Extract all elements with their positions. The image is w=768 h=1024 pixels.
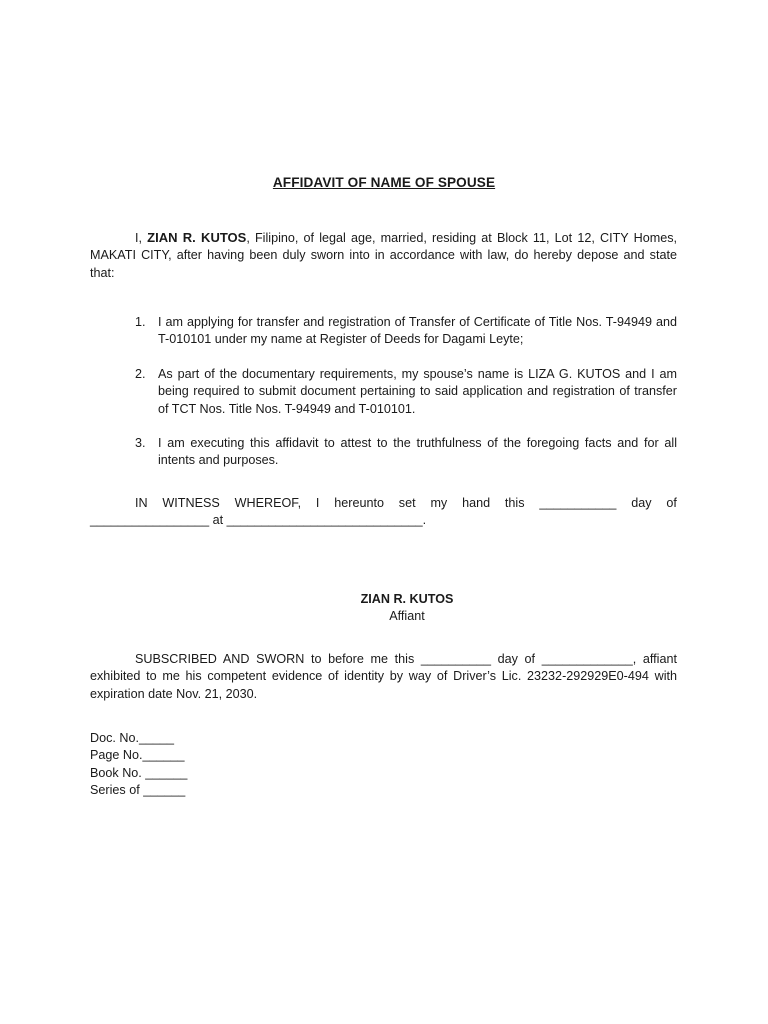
- list-item-number: 2.: [135, 367, 146, 381]
- affiant-name: ZIAN R. KUTOS: [360, 592, 454, 606]
- witness-word: I: [315, 496, 320, 510]
- jurat-paragraph: SUBSCRIBED AND SWORN to before me this __________ day of _____________, affiant exhibited to me his competent evidence of identity by way of Driver’s Lic. 23232-292929E0-494 with expiration date Nov. 21, 2030.: [90, 652, 677, 701]
- witness-word: this: [504, 496, 525, 510]
- doc-no: Doc. No._____: [90, 731, 175, 745]
- notarial-register-info: [90, 730, 187, 800]
- intro-prefix: I,: [135, 231, 148, 245]
- affiant-label: Affiant: [389, 609, 425, 623]
- witness-word: WITNESS: [162, 496, 220, 510]
- witness-word: day: [631, 496, 652, 510]
- list-item: [135, 435, 677, 470]
- witness-word: set: [398, 496, 416, 510]
- document-title: AFFIDAVIT OF NAME OF SPOUSE: [272, 175, 496, 190]
- witness-line-2: _________________ at ____________________________.: [90, 513, 427, 528]
- list-item-number: 3.: [135, 436, 146, 450]
- witness-word: hand: [462, 496, 491, 510]
- intro-text: , Filipino, of legal age, married, residing at Block 11, Lot 12, CITY Homes, MAKATI CITY, after having been duly sworn into in accordance with law, do hereby depose and state that:: [90, 231, 677, 280]
- list-item-number: 1.: [135, 315, 146, 329]
- affiant-name-inline: ZIAN R. KUTOS: [147, 230, 247, 245]
- list-item: [135, 314, 677, 349]
- witness-word: hereunto: [334, 496, 384, 510]
- witness-paragraph: [90, 495, 677, 530]
- series-of: Series of ______: [90, 783, 186, 798]
- page-no: Page No.______: [90, 748, 185, 763]
- witness-word: WHEREOF,: [234, 496, 302, 510]
- list-item-text: I am executing this affidavit to attest to the truthfulness of the foregoing facts and for all intents and purposes.: [158, 436, 677, 468]
- witness-word: of: [666, 496, 677, 510]
- book-no: Book No. ______: [90, 765, 188, 780]
- intro-paragraph: [90, 229, 677, 282]
- list-item-text: As part of the documentary requirements, my spouse’s name is LIZA G. KUTOS and I am being required to submit document pertaining to said application and registration of transfer of TCT Nos. Title Nos. T-94949 and T-010101.: [158, 367, 677, 416]
- list-item: [135, 366, 677, 418]
- witness-date-blank: ___________: [539, 496, 617, 510]
- witness-word: IN: [135, 496, 148, 510]
- witness-line-1: [90, 495, 677, 512]
- witness-word: my: [430, 496, 448, 510]
- list-item-text: I am applying for transfer and registration of Transfer of Certificate of Title Nos. T-94949 and T-010101 under my name at Register of Deeds for Dagami Leyte;: [158, 315, 677, 347]
